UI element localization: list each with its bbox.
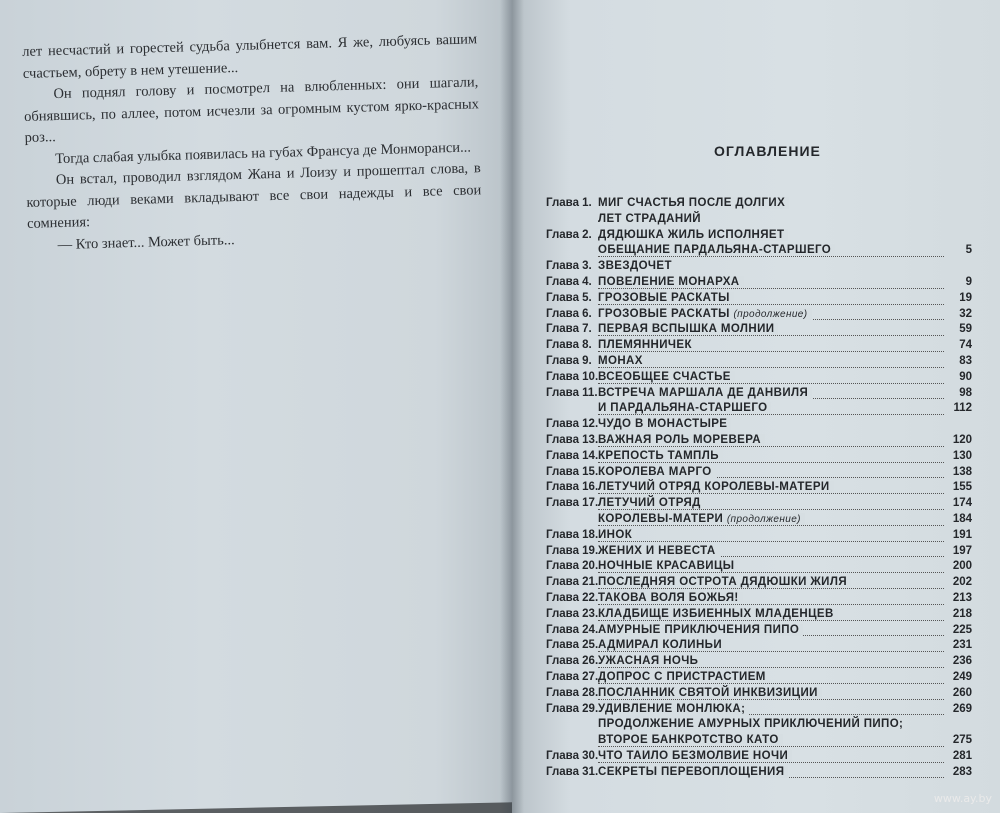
chapter-title-text: ДЯДЮШКА ЖИЛЬ ИСПОЛНЯЕТ — [598, 228, 785, 241]
chapter-title-text: ЗВЕЗДОЧЕТ — [598, 260, 672, 273]
chapter-title-text: ЛЕТ СТРАДАНИЙ — [598, 212, 701, 225]
chapter-label: Глава 31. — [546, 765, 599, 778]
toc-row — [546, 417, 972, 433]
page-number: 225 — [952, 623, 972, 636]
chapter-title-text: КРЕПОСТЬ ТАМПЛЬ — [598, 449, 719, 462]
page-number: 120 — [952, 433, 972, 446]
page-number: 5 — [965, 244, 972, 257]
chapter-title-text: ИНОК — [598, 528, 633, 541]
page-number: 19 — [959, 291, 972, 304]
page-number: 236 — [952, 655, 972, 668]
toc-row — [546, 354, 972, 370]
toc-row — [546, 228, 972, 244]
watermark: www.ay.by — [933, 792, 992, 805]
page-number: 275 — [952, 734, 972, 747]
chapter-title — [598, 670, 770, 686]
chapter-title — [598, 228, 788, 244]
chapter-label: Глава 21. — [546, 576, 599, 589]
page-number: 218 — [952, 607, 972, 620]
chapter-label: Глава 13. — [546, 433, 599, 446]
chapter-label: Глава 9. — [546, 354, 592, 367]
toc-row — [546, 575, 972, 591]
toc-row — [546, 670, 972, 686]
chapter-label: Глава 5. — [546, 291, 592, 304]
chapter-title-text: НОЧНЫЕ КРАСАВИЦЫ — [598, 560, 735, 573]
chapter-title — [598, 765, 788, 781]
chapter-title — [598, 591, 743, 607]
paragraph: Тогда слабая улыбка появилась на губах Франсуа де Монморанси... — [55, 139, 472, 167]
chapter-label: Глава 12. — [546, 418, 599, 431]
toc-row — [546, 686, 972, 702]
dot-leader — [598, 367, 944, 368]
chapter-label: Глава 25. — [546, 639, 599, 652]
chapter-title — [598, 575, 851, 591]
chapter-title — [598, 638, 726, 654]
toc-row — [546, 559, 972, 575]
toc-row — [546, 638, 972, 654]
page-number: 138 — [952, 465, 972, 478]
toc-row — [546, 654, 972, 670]
chapter-label: Глава 22. — [546, 591, 599, 604]
chapter-title-text: ГРОЗОВЫЕ РАСКАТЫ — [598, 307, 730, 320]
toc-row — [546, 212, 972, 228]
toc-row — [546, 307, 972, 323]
toc-row — [546, 259, 972, 275]
chapter-label: Глава 17. — [546, 497, 599, 510]
page-number: 59 — [959, 323, 972, 336]
chapter-title-text: ПОСЛАННИК СВЯТОЙ ИНКВИЗИЦИИ — [598, 686, 818, 699]
page-number: 281 — [952, 749, 972, 762]
paragraph: Он встал, проводил взглядом Жана и Лоизу и прошептал слова, в которые люди веками вкладывают все свои надежды и все свои сомнения: — [26, 160, 482, 232]
chapter-title — [598, 749, 792, 765]
toc-row — [546, 386, 972, 402]
chapter-label: Глава 30. — [546, 749, 599, 762]
chapter-label: Глава 23. — [546, 607, 599, 620]
page-number: 249 — [952, 670, 972, 683]
chapter-title-text: УЖАСНАЯ НОЧЬ — [598, 655, 699, 668]
chapter-title-text: КЛАДБИЩЕ ИЗБИЕННЫХ МЛАДЕНЦЕВ — [598, 607, 834, 620]
toc-row — [546, 196, 972, 212]
page-number: 269 — [952, 702, 972, 715]
page-number: 130 — [952, 449, 972, 462]
page-number: 260 — [952, 686, 972, 699]
chapter-label: Глава 7. — [546, 323, 592, 336]
page-number: 283 — [952, 765, 972, 778]
chapter-title — [598, 607, 838, 623]
chapter-title — [598, 212, 705, 228]
toc-row — [546, 275, 972, 291]
chapter-label: Глава 11. — [546, 386, 598, 399]
chapter-title — [598, 623, 803, 639]
chapter-title-text: СЕКРЕТЫ ПЕРЕВОПЛОЩЕНИЯ — [598, 765, 785, 778]
paragraph: — Кто знает... Может быть... — [57, 231, 235, 253]
page-number: 191 — [952, 528, 972, 541]
toc-row — [546, 749, 972, 765]
chapter-title — [598, 512, 805, 528]
toc-row — [546, 243, 972, 259]
chapter-title — [598, 702, 749, 718]
chapter-label: Глава 19. — [546, 544, 599, 557]
chapter-title — [598, 370, 735, 386]
toc-row — [546, 702, 972, 718]
toc-row — [546, 480, 972, 496]
page-number: 197 — [952, 544, 972, 557]
page-number: 184 — [952, 512, 972, 525]
page-number: 32 — [959, 307, 972, 320]
page-number: 200 — [952, 560, 972, 573]
chapter-title — [598, 322, 778, 338]
chapter-title-text: ПРОДОЛЖЕНИЕ АМУРНЫХ ПРИКЛЮЧЕНИЙ ПИПО; — [598, 718, 904, 731]
chapter-title-text: УДИВЛЕНИЕ МОНЛЮКА; — [598, 702, 746, 715]
toc-row — [546, 528, 972, 544]
toc-row — [546, 607, 972, 623]
chapter-label: Глава 2. — [546, 228, 592, 241]
chapter-title-text: ПОВЕЛЕНИЕ МОНАРХА — [598, 275, 740, 288]
chapter-title-text: ВСЕОБЩЕЕ СЧАСТЬЕ — [598, 370, 731, 383]
toc-row — [546, 370, 972, 386]
table-of-contents-page — [546, 0, 976, 813]
toc-row — [546, 322, 972, 338]
chapter-label: Глава 1. — [546, 197, 592, 209]
chapter-title — [598, 291, 734, 307]
chapter-label: Глава 16. — [546, 481, 599, 494]
continuation-note: (продолжение) — [733, 308, 808, 320]
chapter-title — [598, 275, 744, 291]
chapter-title-text: ЖЕНИХ И НЕВЕСТА — [598, 544, 716, 557]
toc-row — [546, 465, 972, 481]
chapter-title-text: КОРОЛЕВА МАРГО — [598, 465, 712, 478]
chapter-title — [598, 196, 789, 212]
chapter-label: Глава 6. — [546, 307, 592, 320]
chapter-title — [598, 338, 696, 354]
toc-list — [546, 196, 972, 780]
chapter-title — [598, 733, 783, 749]
chapter-label: Глава 4. — [546, 275, 592, 288]
chapter-title — [598, 496, 705, 512]
chapter-title-text: ПЛЕМЯННИЧЕК — [598, 339, 692, 352]
chapter-title — [598, 480, 834, 496]
chapter-title — [598, 354, 647, 370]
chapter-title — [598, 449, 723, 465]
chapter-title-text: ПОСЛЕДНЯЯ ОСТРОТА ДЯДЮШКИ ЖИЛЯ — [598, 576, 847, 589]
page-number: 83 — [959, 354, 972, 367]
chapter-title-text: ГРОЗОВЫЕ РАСКАТЫ — [598, 291, 730, 304]
chapter-title — [598, 654, 702, 670]
chapter-title-text: МОНАХ — [598, 354, 643, 367]
chapter-title-text: КОРОЛЕВЫ-МАТЕРИ — [598, 512, 724, 525]
page-number: 74 — [959, 339, 972, 352]
chapter-label: Глава 27. — [546, 670, 599, 683]
chapter-title — [598, 686, 822, 702]
chapter-title-text: ЧУДО В МОНАСТЫРЕ — [598, 418, 728, 431]
chapter-label: Глава 3. — [546, 260, 592, 273]
toc-row — [546, 512, 972, 528]
toc-row — [546, 623, 972, 639]
chapter-title — [598, 433, 765, 449]
page-number: 98 — [959, 386, 972, 399]
chapter-title-text: ЧТО ТАИЛО БЕЗМОЛВИЕ НОЧИ — [598, 749, 789, 762]
chapter-label: Глава 28. — [546, 686, 599, 699]
chapter-title — [598, 243, 835, 259]
chapter-title — [598, 307, 812, 323]
chapter-title — [598, 417, 731, 433]
chapter-title-text: И ПАРДАЛЬЯНА-СТАРШЕГО — [598, 402, 768, 415]
toc-row — [546, 401, 972, 417]
chapter-title — [598, 259, 676, 275]
page-number: 90 — [959, 370, 972, 383]
paragraph: Он поднял голову и посмотрел на влюбленных: они шагали, обнявшись, по аллее, потом исчезли за огромным кустом ярко-красных роз... — [23, 74, 480, 146]
chapter-label: Глава 8. — [546, 339, 592, 352]
page-number: 9 — [965, 275, 972, 288]
toc-row — [546, 496, 972, 512]
chapter-title — [598, 544, 720, 560]
chapter-title — [598, 465, 716, 481]
chapter-title — [598, 386, 812, 402]
chapter-title — [598, 559, 738, 575]
chapter-title — [598, 528, 636, 544]
toc-row — [546, 338, 972, 354]
chapter-title-text: АДМИРАЛ КОЛИНЬИ — [598, 639, 722, 652]
paragraph: лет несчастий и горестей судьба улыбнется вам. Я же, любуясь вашим счастьем, обрету в нем утешение... — [22, 31, 478, 82]
chapter-label: Глава 15. — [546, 465, 599, 478]
chapter-title-text: ОБЕЩАНИЕ ПАРДАЛЬЯНА-СТАРШЕГО — [598, 244, 832, 257]
toc-row — [546, 544, 972, 560]
toc-row — [546, 449, 972, 465]
toc-row — [546, 733, 972, 749]
toc-row — [546, 717, 972, 733]
chapter-label: Глава 26. — [546, 655, 599, 668]
chapter-title-text: ВАЖНАЯ РОЛЬ МОРЕВЕРА — [598, 433, 762, 446]
toc-row — [546, 765, 972, 781]
chapter-title-text: МИГ СЧАСТЬЯ ПОСЛЕ ДОЛГИХ — [598, 197, 786, 209]
left-page-text — [22, 29, 483, 257]
page-number: 174 — [952, 497, 972, 510]
chapter-title-text: АМУРНЫЕ ПРИКЛЮЧЕНИЯ ПИПО — [598, 623, 800, 636]
page-number: 202 — [952, 576, 972, 589]
chapter-label: Глава 29. — [546, 702, 599, 715]
chapter-label: Глава 10. — [546, 370, 599, 383]
dot-leader — [598, 541, 944, 542]
page-number: 112 — [953, 402, 972, 415]
page-number: 213 — [952, 591, 972, 604]
chapter-label: Глава 14. — [546, 449, 599, 462]
chapter-title-text: ВТОРОЕ БАНКРОТСТВО КАТО — [598, 734, 779, 747]
chapter-title-text: ТАКОВА ВОЛЯ БОЖЬЯ! — [598, 591, 739, 604]
chapter-label: Глава 20. — [546, 560, 599, 573]
chapter-label: Глава 18. — [546, 528, 599, 541]
chapter-title-text: ЛЕТУЧИЙ ОТРЯД — [598, 497, 701, 510]
page-number: 231 — [952, 639, 972, 652]
chapter-label: Глава 24. — [546, 623, 599, 636]
chapter-title-text: ЛЕТУЧИЙ ОТРЯД КОРОЛЕВЫ-МАТЕРИ — [598, 481, 830, 494]
chapter-title — [598, 401, 771, 417]
toc-row — [546, 291, 972, 307]
chapter-title-text: ВСТРЕЧА МАРШАЛА ДЕ ДАНВИЛЯ — [598, 386, 809, 399]
chapter-title-text: ДОПРОС С ПРИСТРАСТИЕМ — [598, 670, 766, 683]
page-number: 155 — [952, 481, 972, 494]
toc-row — [546, 433, 972, 449]
continuation-note: (продолжение) — [726, 513, 801, 525]
book-gutter — [500, 0, 524, 813]
chapter-title-text: ПЕРВАЯ ВСПЫШКА МОЛНИИ — [598, 323, 775, 336]
chapter-title — [598, 717, 907, 733]
toc-row — [546, 591, 972, 607]
toc-title: ОГЛАВЛЕНИЕ — [714, 143, 821, 159]
